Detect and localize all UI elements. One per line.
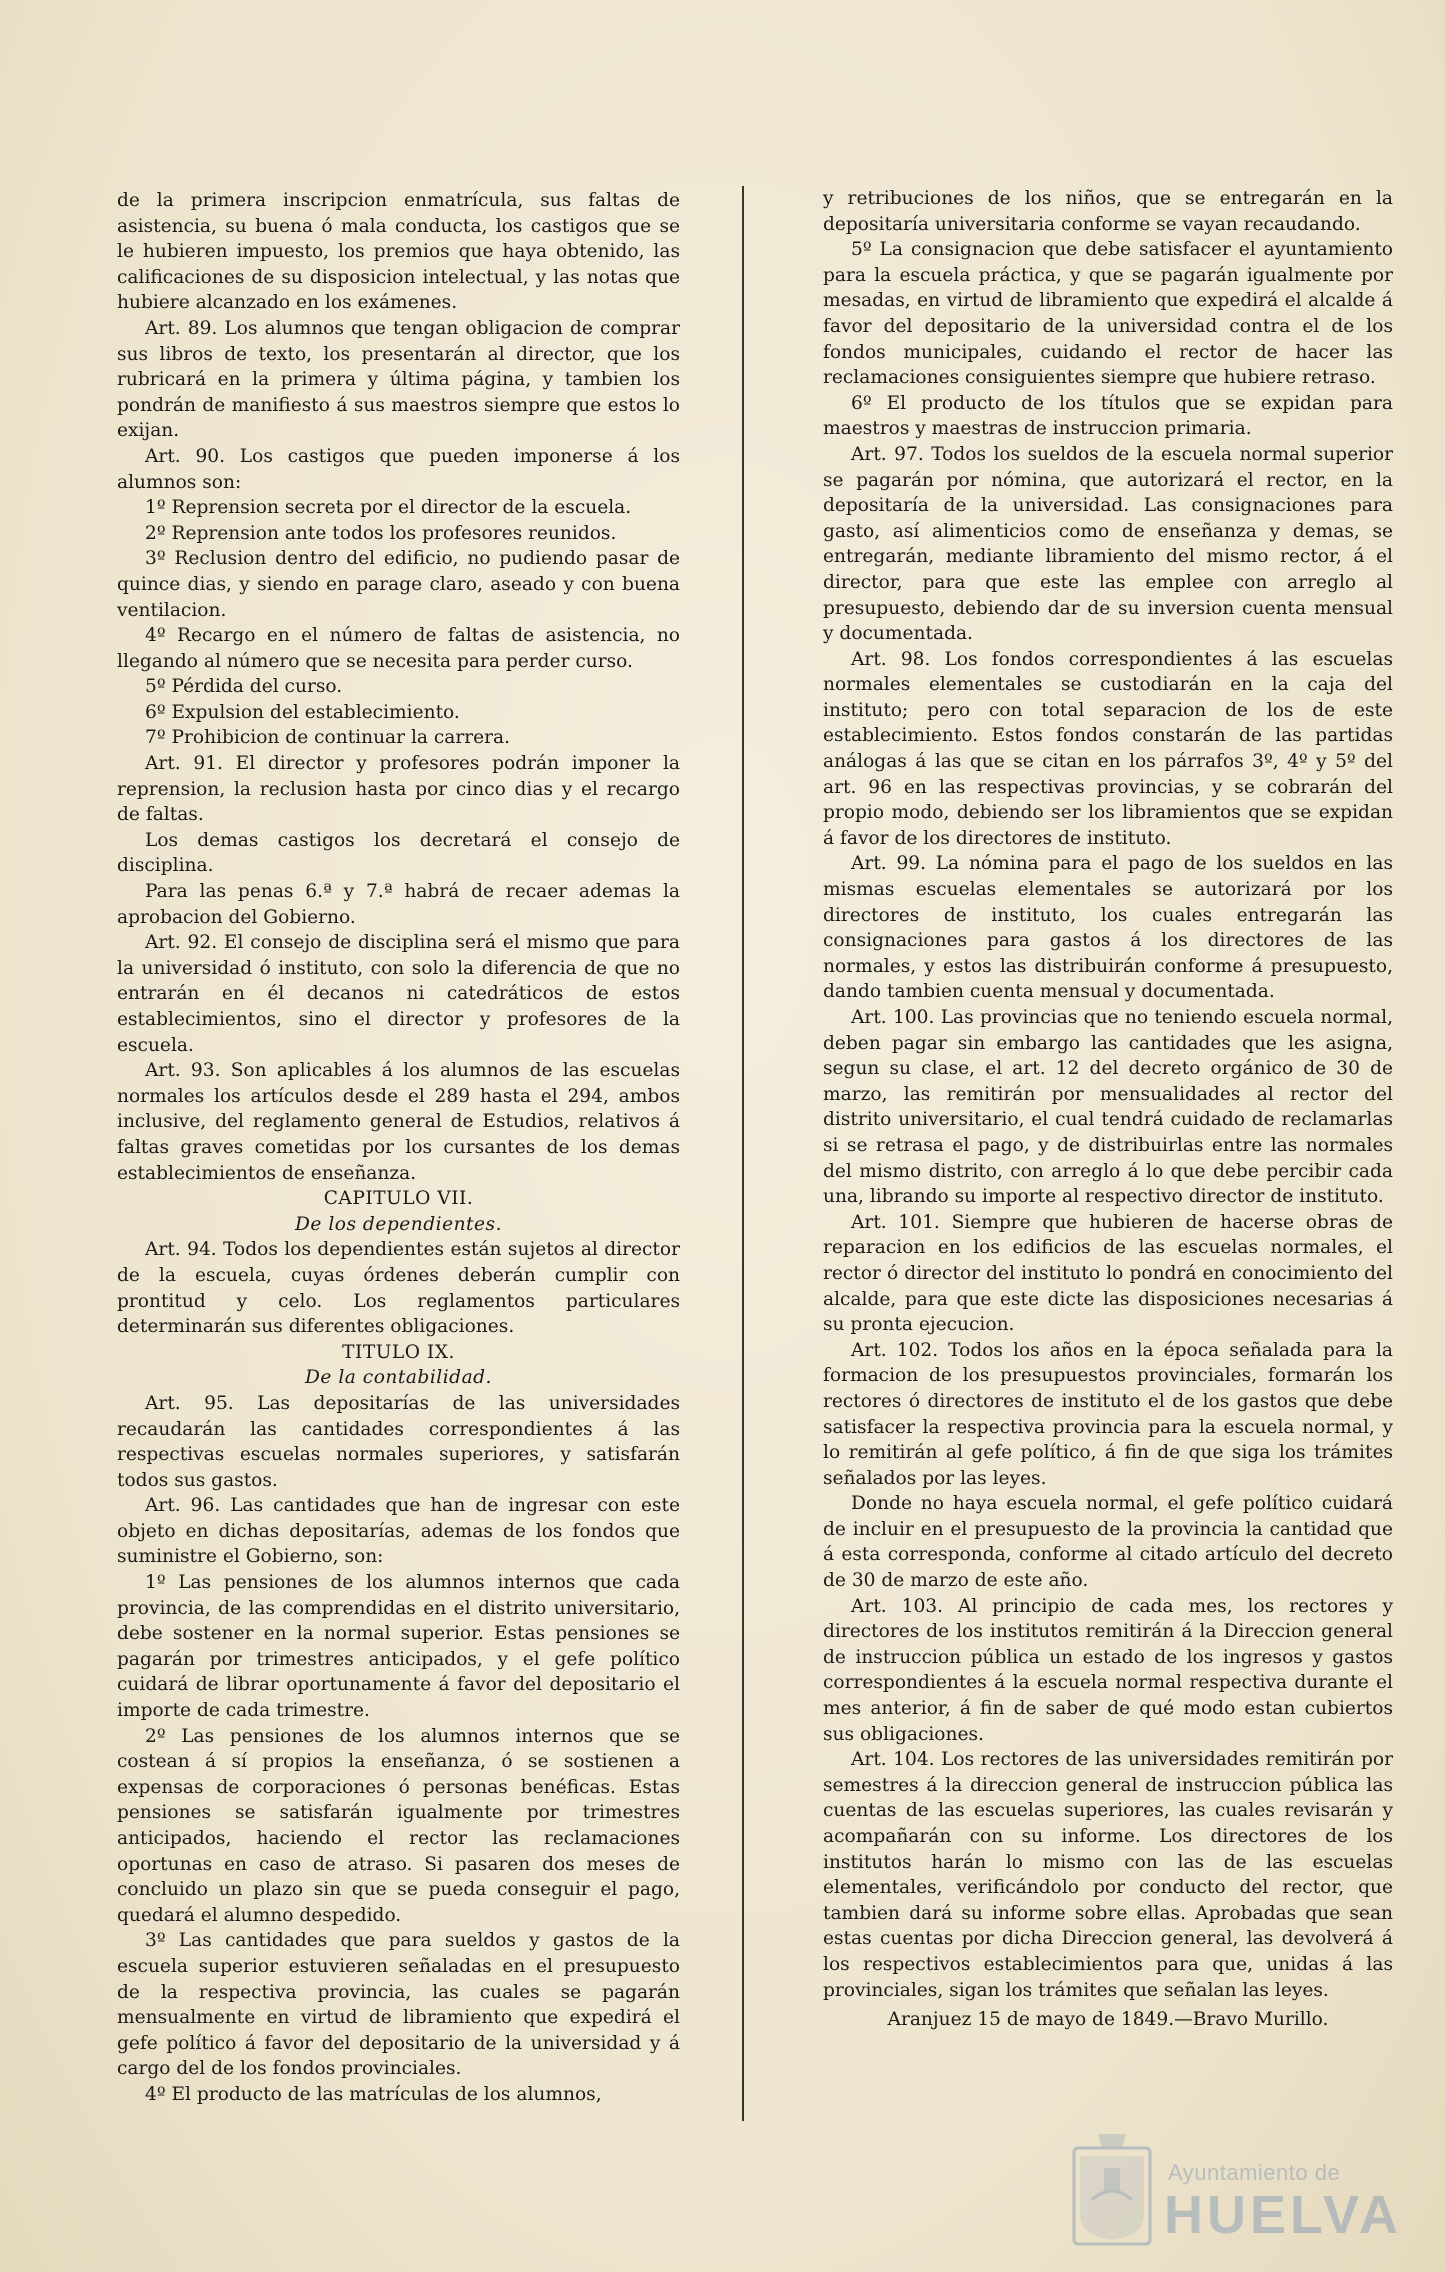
list-item-punishment-1: 1º Reprension secreta por el director de la escuela. bbox=[145, 497, 632, 519]
paragraph-art98: Art. 98. Los fondos correspondientes á las escuelas normales elementales se custodiarán en la caja del instituto; pero con total separacion de los de este establecimiento. Estos fondos constarán de las partidas análogas á las que se citan en los párrafos 3º, 4º y 5º del art. 96 en las respectivas provincias, y se cobrarán del propio modo, debiendo ser los libramientos que se expidan á favor de los directores de instituto. bbox=[823, 648, 1393, 849]
paragraph-art102: Art. 102. Todos los años en la época señalada para la formacion de los presupuestos provinciales, formarán los rectores ó directores de instituto el de los gastos que debe satisfacer la respectiva provincia para la escuela normal, y lo remitirán al gefe político, á fin de que siga los trámites señalados por las leyes. bbox=[823, 1339, 1393, 1489]
list-item-punishment-4: 4º Recargo en el número de faltas de asistencia, no llegando al número que se necesita para perder curso. bbox=[117, 625, 680, 672]
paragraph-art94: Art. 94. Todos los dependientes están sujetos al director de la escuela, cuyas órdenes deberán cumplir con prontitud y celo. Los reglamentos particulares determinarán sus diferentes obligaciones. bbox=[117, 1239, 680, 1338]
paragraph-art89: Art. 89. Los alumnos que tengan obligacion de comprar sus libros de texto, los presentarán al director, que los rubricará en la primera y última página, y tambien los pondrán de manifiesto á sus maestros siempre que estos lo exijan. bbox=[117, 317, 680, 442]
left-column bbox=[117, 188, 680, 2108]
watermark-logo bbox=[1068, 2130, 1402, 2260]
paragraph-art97: Art. 97. Todos los sueldos de la escuela normal superior se pagarán por nómina, que autorizará el rector, en la depositaría de la universidad. Las consignaciones para gasto, así alimenticios como de enseñanza y demas, se entregarán, mediante libramiento del mismo rector, á el director, para que este las emplee con arreglo al presupuesto, debiendo dar de su inversion cuenta mensual y documentada. bbox=[823, 443, 1393, 645]
paragraph-art92: Art. 92. El consejo de disciplina será el mismo que para la universidad ó instituto, con solo la diferencia de que no entrarán en él decanos ni catedráticos de estos establecimientos, sino el director y profesores de la escuela. bbox=[117, 932, 680, 1056]
signature-line: Aranjuez 15 de mayo de 1849.—Bravo Murillo. bbox=[887, 2009, 1329, 2031]
paragraph-penalties-approval: Para las penas 6.ª y 7.ª habrá de recaer ademas la aprobacion del Gobierno. bbox=[117, 881, 680, 928]
list-item-fund-3: 3º Las cantidades que para sueldos y gastos de la escuela superior estuvieren señaladas en el presupuesto de la respectiva provincia, las cuales se pagarán mensualmente en virtud de libramiento que expedirá el gefe político á favor del depositario de la universidad y á cargo del de los fondos provinciales. bbox=[117, 1930, 680, 2080]
paragraph-art96: Art. 96. Las cantidades que han de ingresar con este objeto en dichas depositarías, ademas de los fondos que suministre el Gobierno, son: bbox=[117, 1495, 680, 1568]
watermark-line2: HUELVA bbox=[1164, 2185, 1402, 2245]
list-item-fund-4: 4º El producto de las matrículas de los alumnos, bbox=[145, 2083, 602, 2105]
huelva-shield-icon bbox=[1068, 2130, 1156, 2248]
right-column bbox=[823, 186, 1393, 2033]
paragraph-fund-4-continuation: y retribuciones de los niños, que se entregarán en la depositaría universitaria conforme se vayan recaudando. bbox=[823, 188, 1393, 235]
paragraph-art104: Art. 104. Los rectores de las universidades remitirán por semestres á la direccion general de instruccion pública las cuentas de las escuelas superiores, las cuales revisarán y acompañarán con su informe. Los directores de los institutos harán lo mismo con las de las escuelas elementales, verificándolo por conducto del rector, que tambien dará su informe sobre ellas. Aprobadas que sean estas cuentas por dicha Direccion general, las devolverá á los respectivos establecimientos para que, unidas á las provinciales, sigan los trámites que señalan las leyes. bbox=[823, 1749, 1393, 2001]
list-item-fund-1: 1º Las pensiones de los alumnos internos que cada provincia, de las comprendidas en el distrito universitario, debe sostener en la normal superior. Estas pensiones se pagarán por trimestres anticipados, y el gefe político cuidará de librar oportunamente á favor del depositario el importe de cada trimestre. bbox=[117, 1572, 680, 1722]
list-item-fund-2: 2º Las pensiones de los alumnos internos que se costean á sí propios la enseñanza, ó se sostienen a expensas de corporaciones ó personas benéficas. Estas pensiones se satisfarán igualmente por trimestres anticipados, haciendo el rector las reclamaciones oportunas en caso de atraso. Si pasaren dos meses de concluido un plazo sin que se pueda conseguir el pago, quedará el alumno despedido. bbox=[117, 1725, 680, 1926]
list-item-punishment-7: 7º Prohibicion de continuar la carrera. bbox=[145, 727, 511, 749]
paragraph-art93: Art. 93. Son aplicables á los alumnos de las escuelas normales los artículos desde el 289 hasta el 294, ambos inclusive, del reglamento general de Estudios, relativos á faltas graves cometidas por los cursantes de los demas establecimientos de enseñanza. bbox=[117, 1060, 680, 1184]
paragraph-art95: Art. 95. Las depositarías de las universidades recaudarán las cantidades correspondientes á las respectivas escuelas normales superiores, y satisfarán todos sus gastos. bbox=[117, 1392, 680, 1491]
list-item-punishment-6: 6º Expulsion del establecimiento. bbox=[145, 701, 460, 723]
title-subheading: De la contabilidad. bbox=[305, 1367, 492, 1389]
list-item-punishment-2: 2º Reprension ante todos los profesores reunidos. bbox=[145, 522, 617, 544]
list-item-fund-6: 6º El producto de los títulos que se expidan para maestros y maestras de instruccion primaria. bbox=[823, 392, 1393, 440]
paragraph-art99: Art. 99. La nómina para el pago de los sueldos en las mismas escuelas elementales se autorizará por los directores de instituto, los cuales entregarán las consignaciones para gastos á los directores de las normales, y estos las distribuirán conforme á presupuesto, dando tambien cuenta mensual y documentada. bbox=[823, 853, 1393, 1003]
paragraph-art88-continuation: de la primera inscripcion enmatrícula, sus faltas de asistencia, su buena ó mala conducta, los castigos que se le hubieren impuesto, los premios que haya obtenido, las calificaciones de su disposicion intelectual, y las notas que hubiere alcanzado en los exámenes. bbox=[117, 190, 680, 314]
paragraph-art103: Art. 103. Al principio de cada mes, los rectores y directores de los institutos remitirán á la Direccion general de instruccion pública un estado de los ingresos y gastos correspondientes á la escuela normal respectiva durante el mes anterior, á fin de saber de qué modo estan cubiertos sus obligaciones. bbox=[823, 1595, 1393, 1745]
paragraph-art91: Art. 91. El director y profesores podrán imponer la reprension, la reclusion hasta por cinco dias y el recargo de faltas. bbox=[117, 753, 680, 826]
paragraph-no-school: Donde no haya escuela normal, el gefe político cuidará de incluir en el presupuesto de la provincia la cantidad que á esta corresponda, conforme al citado artículo del decreto de 30 de marzo de este año. bbox=[823, 1493, 1393, 1592]
title-heading: TITULO IX. bbox=[342, 1341, 455, 1363]
paragraph-other-punishments: Los demas castigos los decretará el consejo de disciplina. bbox=[117, 829, 680, 877]
paragraph-art90: Art. 90. Los castigos que pueden imponerse á los alumnos son: bbox=[117, 445, 680, 493]
list-item-punishment-3: 3º Reclusion dentro del edificio, no pudiendo pasar de quince dias, y siendo en parage claro, aseado y con buena ventilacion. bbox=[117, 548, 680, 621]
column-divider bbox=[742, 186, 744, 2121]
chapter-subheading: De los dependientes. bbox=[295, 1213, 502, 1235]
paragraph-art100: Art. 100. Las provincias que no teniendo escuela normal, deben pagar sin embargo las cantidades que les asigna, segun su clase, el art. 12 del decreto orgánico de 30 de marzo, las remitirán por mensualidades al rector del distrito universitario, el cual tendrá cuidado de reclamarlas si se retrasa el pago, y de distribuirlas entre las normales del mismo distrito, con arreglo á lo que debe percibir cada una, librando su importe al respectivo director de instituto. bbox=[823, 1007, 1393, 1208]
list-item-fund-5: 5º La consignacion que debe satisfacer el ayuntamiento para la escuela práctica, y que se pagarán igualmente por mesadas, en virtud de libramiento que expedirá el alcalde á favor del depositario de la universidad contra el de los fondos municipales, cuidando el rector de hacer las reclamaciones consiguientes siempre que hubiere retraso. bbox=[823, 239, 1393, 389]
chapter-heading: CAPITULO VII. bbox=[323, 1188, 474, 1210]
paragraph-art101: Art. 101. Siempre que hubieren de hacerse obras de reparacion en los edificios de las escuelas normales, el rector ó director del instituto lo pondrá en conocimiento del alcalde, para que este dicte las disposiciones necesarias á su pronta ejecucion. bbox=[823, 1211, 1393, 1336]
list-item-punishment-5: 5º Pérdida del curso. bbox=[145, 676, 343, 698]
watermark-line1: Ayuntamiento de bbox=[1168, 2160, 1341, 2185]
